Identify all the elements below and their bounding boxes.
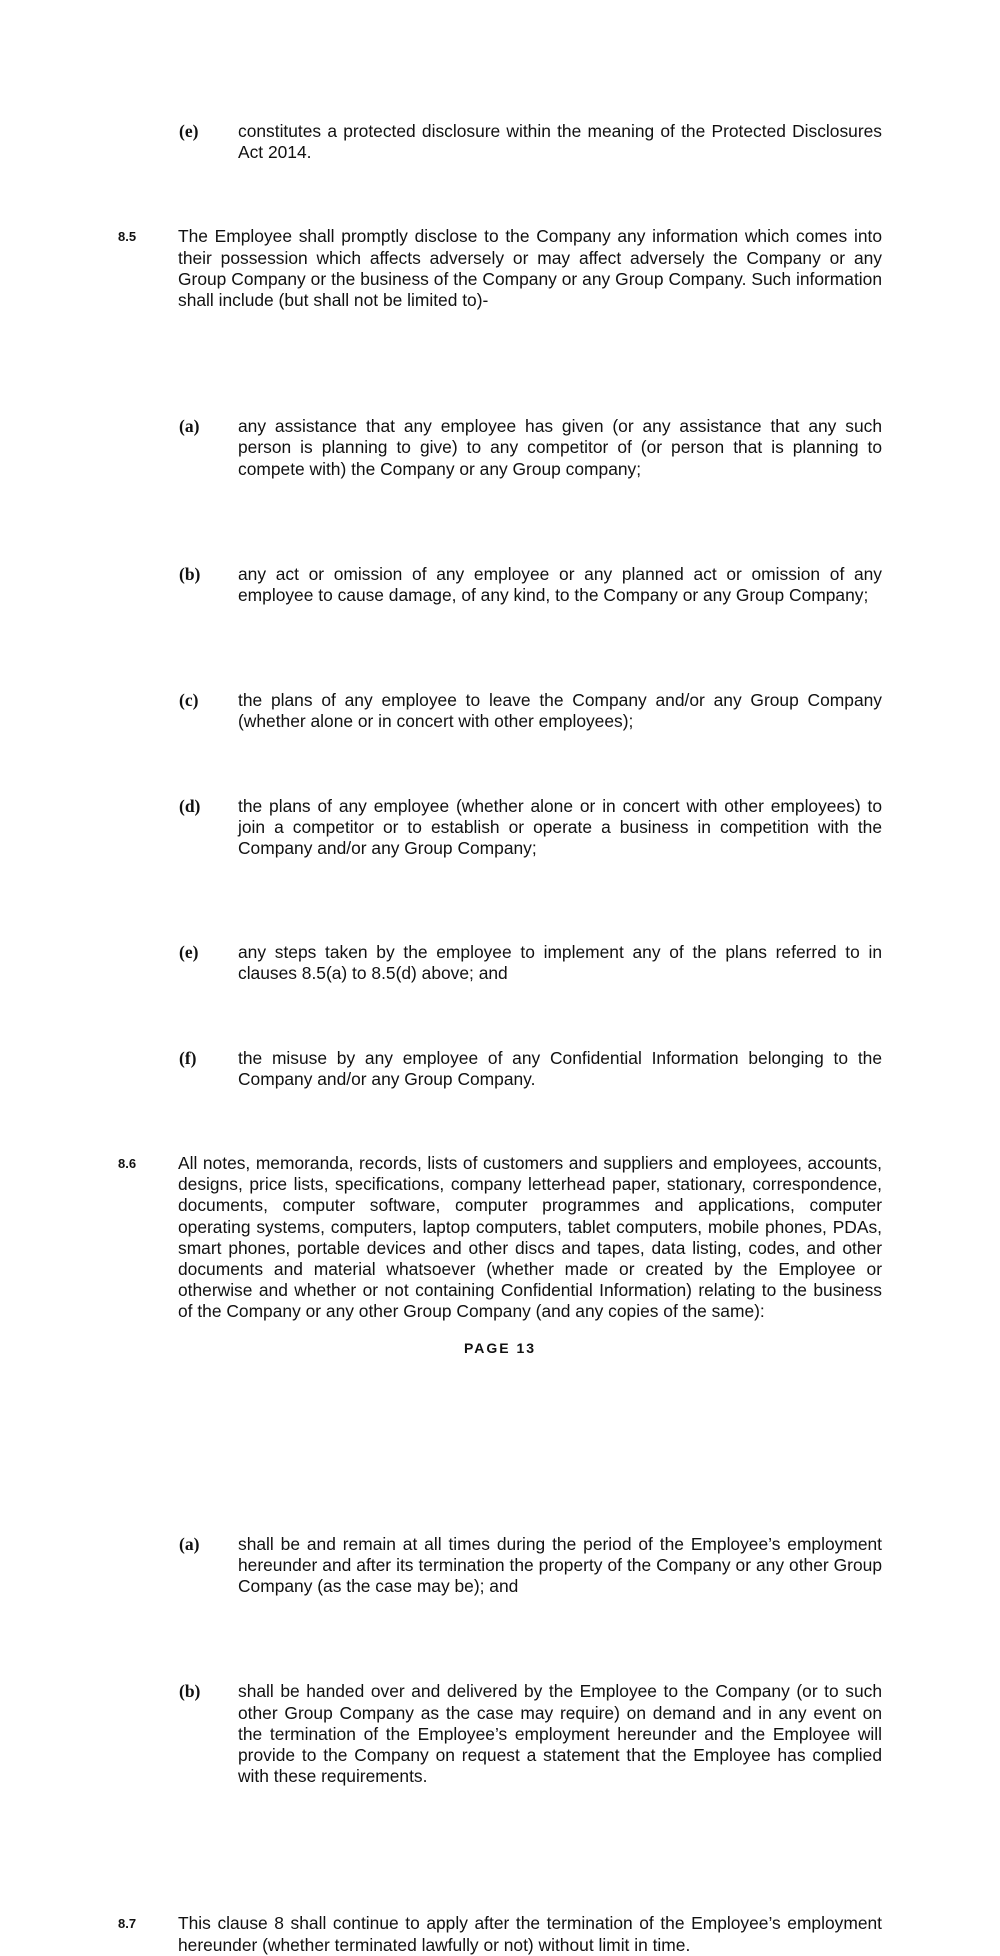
clause-8-5-item-f — [0, 1048, 1000, 1090]
item-label: (a) — [179, 1533, 200, 1554]
clause-text: The Employee shall promptly disclose to the Company any information which comes into their possession which affects adversely or may affect adversely the Company or any Group Company or the business of the Company or any Group Company. Such information shall include (but shall not be limited to)- — [178, 226, 882, 311]
item-label: (c) — [179, 690, 199, 711]
item-label: (e) — [179, 942, 199, 963]
item-text: shall be and remain at all times during the period of the Employee’s employment hereunder and after its termination the property of the Company or any other Group Company (as the case may be); and — [238, 1533, 882, 1597]
item-label: (a) — [179, 416, 200, 437]
clause-8-5-item-c — [0, 690, 1000, 732]
item-label: (d) — [179, 795, 201, 816]
item-text: the plans of any employee to leave the Company and/or any Group Company (whether alone or in concert with other employees); — [238, 690, 882, 732]
item-text: any assistance that any employee has given (or any assistance that any such person is planning to give) to any competitor of (or person that is planning to compete with) the Company or any Group company; — [238, 416, 882, 479]
item-text: any steps taken by the employee to implement any of the plans referred to in clauses 8.5(a) to 8.5(d) above; and — [238, 942, 882, 984]
clause-number: 8.7 — [118, 1916, 137, 1932]
clause-8-6 — [0, 1153, 1000, 1323]
clause-8-5-item-d — [0, 796, 1000, 860]
page-number: PAGE 13 — [463, 1340, 537, 1356]
clause-number: 8.5 — [118, 229, 137, 245]
clause-8-6-item-b — [0, 1681, 1000, 1787]
clause-8-5-item-b — [0, 564, 1000, 606]
item-label: (b) — [179, 1681, 201, 1702]
item-label: (b) — [179, 563, 201, 584]
clause-8-7 — [0, 1913, 1000, 1955]
clause-8-5-item-a — [0, 416, 1000, 480]
item-text: the plans of any employee (whether alone or in concert with other employees) to join a competitor or to establish or operate a business in competition with the Company and/or any Group Company; — [238, 795, 882, 859]
clause-8-5-item-e — [0, 942, 1000, 984]
item-text: constitutes a protected disclosure within the meaning of the Protected Disclosures Act 2014. — [238, 121, 882, 163]
item-label: (e) — [179, 121, 199, 141]
clause-8-6-item-a — [0, 1534, 1000, 1598]
clause-number: 8.6 — [118, 1156, 137, 1172]
clause-text: All notes, memoranda, records, lists of customers and suppliers and employees, accounts, designs, price lists, specifications, company letterhead paper, stationary, correspondence, documents, computer software, computer programmes and applications, computer operating systems, computers, laptop computers, tablet computers, mobile phones, PDAs, smart phones, portable devices and other discs and tapes, data listing, codes, and other documents and material whatsoever (whether made or created by the Employee or otherwise and whether or not containing Confidential Information) relating to the business of the Company or any other Group Company (and any copies of the same): — [178, 1153, 882, 1322]
item-text: shall be handed over and delivered by the Employee to the Company (or to such other Group Company as the case may require) on demand and in any event on the termination of the Employee’s employment hereunder and the Employee will provide to the Company on request a statement that the Employee has complied with these requirements. — [238, 1681, 882, 1787]
item-text: the misuse by any employee of any Confidential Information belonging to the Company and/or any Group Company. — [238, 1047, 882, 1089]
clause-text: This clause 8 shall continue to apply after the termination of the Employee’s employment hereunder (whether terminated lawfully or not) without limit in time. — [178, 1913, 882, 1955]
item-text: any act or omission of any employee or any planned act or omission of any employee to cause damage, of any kind, to the Company or any Group Company; — [238, 563, 882, 606]
item-label: (f) — [179, 1047, 197, 1068]
clause-8-4-item-e — [0, 121, 1000, 163]
clause-8-5 — [0, 226, 1000, 311]
